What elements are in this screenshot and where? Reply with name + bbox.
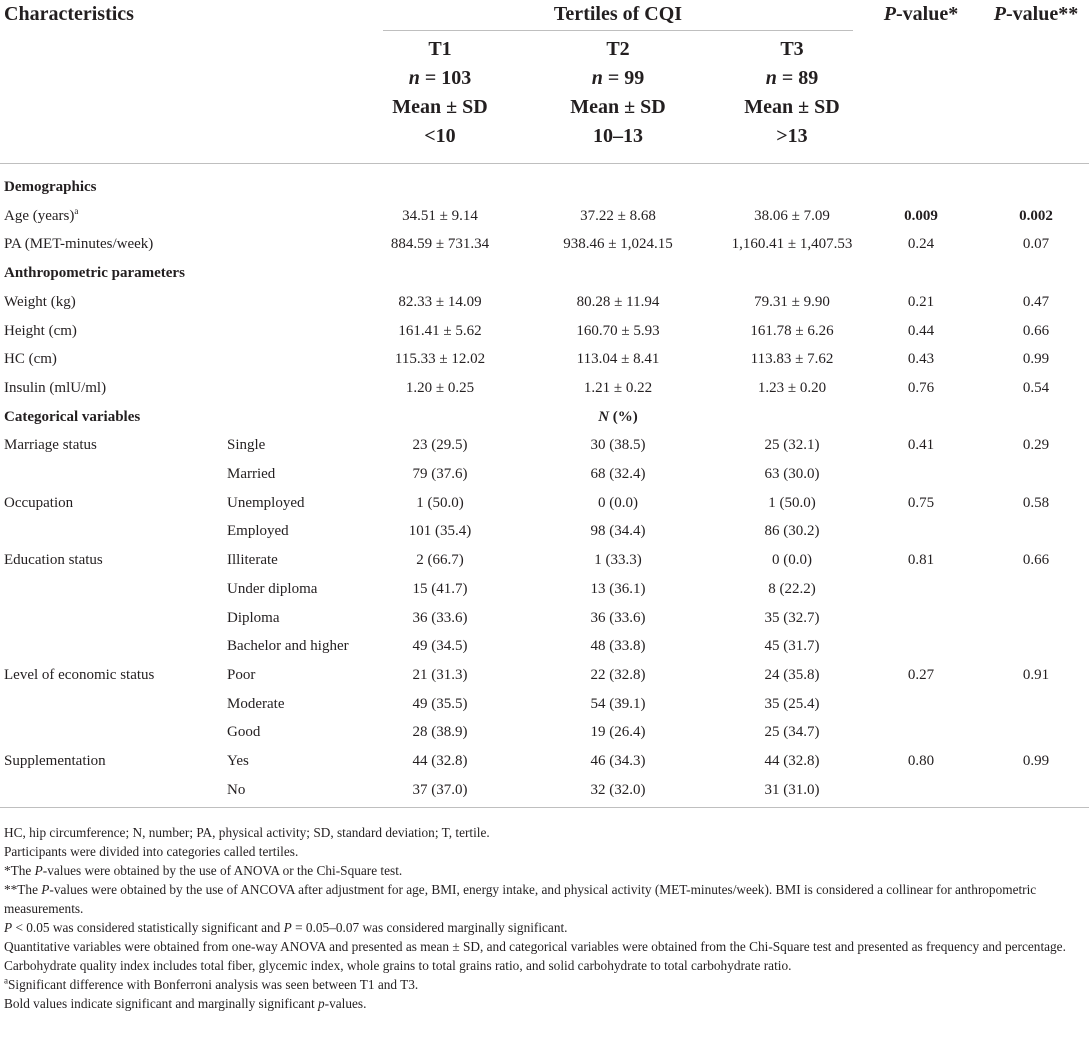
cell-pvalue-2: 0.99 xyxy=(1022,753,1050,769)
cell-t1: 49 (35.5) xyxy=(412,695,468,712)
cell-t2: 22 (32.8) xyxy=(590,666,646,683)
cell-t1: 36 (33.6) xyxy=(412,609,468,626)
cell-t3: 31 (31.0) xyxy=(764,781,820,798)
cell-t3: 8 (22.2) xyxy=(768,580,816,597)
cell-t1: 82.33 ± 14.09 xyxy=(398,293,482,310)
cell-t3: 1,160.41 ± 1,407.53 xyxy=(731,236,853,253)
row-label: Level of economic status xyxy=(4,666,155,683)
header-tertiles-title: Tertiles of CQI xyxy=(553,3,683,25)
cell-t1: 34.51 ± 9.14 xyxy=(402,207,478,224)
row-sublabel: Poor xyxy=(227,666,256,683)
cell-t3: 38.06 ± 7.09 xyxy=(754,207,830,224)
row-sublabel: Employed xyxy=(227,523,289,540)
group-name: T2 xyxy=(606,38,630,60)
cell-t1: 37 (37.0) xyxy=(412,781,468,798)
table-row xyxy=(0,431,1091,460)
row-sublabel: Illiterate xyxy=(227,552,278,569)
footnote: Quantitative variables were obtained from one-way ANOVA and presented as mean ± SD, and categorical variables were obtained from the Chi-Square test and presented as frequency and percentage. xyxy=(4,939,1066,954)
cell-t1: 21 (31.3) xyxy=(412,666,468,683)
cell-t3: 44 (32.8) xyxy=(764,753,820,769)
row-sublabel: Single xyxy=(227,437,266,454)
cell-t3: 25 (34.7) xyxy=(764,724,820,741)
group-name: T1 xyxy=(428,38,452,60)
cell-t2: 1 (33.3) xyxy=(594,552,642,569)
section-label: Categorical variables xyxy=(4,408,141,425)
cell-t2: 54 (39.1) xyxy=(590,695,646,712)
table-row xyxy=(0,575,1091,604)
row-sublabel: Married xyxy=(227,466,276,482)
cell-t3: 86 (30.2) xyxy=(764,523,820,540)
cell-pvalue-1: 0.76 xyxy=(907,379,935,396)
cell-t2: 160.70 ± 5.93 xyxy=(576,322,660,339)
section-label: Demographics xyxy=(4,179,97,195)
cell-pvalue-1: 0.43 xyxy=(907,351,935,368)
cell-pvalue-2: 0.66 xyxy=(1022,322,1050,339)
cell-pvalue-2: 0.58 xyxy=(1022,494,1050,511)
cell-pvalue-1: 0.80 xyxy=(907,753,935,769)
cell-t3: 0 (0.0) xyxy=(772,552,812,569)
cell-pvalue-1: 0.21 xyxy=(907,293,935,310)
footnote: **The P-values were obtained by the use of ANCOVA after adjustment for age, BMI, energy intake, and physical activity (MET-minutes/week). BMI is considered a collinear for anthropometric measurements. xyxy=(4,882,1037,916)
cell-t2: 1.21 ± 0.22 xyxy=(583,379,653,396)
footnote: HC, hip circumference; N, number; PA, physical activity; SD, standard deviation; T, tertile. xyxy=(4,825,490,840)
section-row xyxy=(0,259,1091,288)
footnote: Bold values indicate significant and marginally significant p-values. xyxy=(4,996,367,1011)
cell-pvalue-2: 0.66 xyxy=(1022,552,1050,569)
footnote: Carbohydrate quality index includes total fiber, glycemic index, whole grains to total grains ratio, and solid carbohydrate to total carbohydrate ratio. xyxy=(4,958,792,973)
group-range: >13 xyxy=(776,125,808,147)
cell-t1: 1 (50.0) xyxy=(416,494,464,511)
table-row xyxy=(0,517,1091,546)
row-sublabel: Bachelor and higher xyxy=(227,638,349,655)
footnotes xyxy=(4,823,1087,1013)
cell-t3: 161.78 ± 6.26 xyxy=(750,322,834,339)
row-sublabel: Yes xyxy=(227,753,249,769)
cell-t3: 35 (25.4) xyxy=(764,695,820,712)
row-sublabel: Good xyxy=(227,724,261,741)
cell-pvalue-2: 0.91 xyxy=(1022,666,1050,683)
row-sublabel: No xyxy=(227,781,246,798)
table-row xyxy=(0,288,1091,317)
row-sublabel: Moderate xyxy=(227,695,285,712)
cell-t1: 1.20 ± 0.25 xyxy=(405,379,475,396)
cell-t3: 25 (32.1) xyxy=(764,437,820,454)
cell-t2: 938.46 ± 1,024.15 xyxy=(563,236,673,253)
cell-pvalue-2: 0.07 xyxy=(1022,236,1050,253)
section-unit-label: N (%) xyxy=(598,408,638,425)
row-label: Age (years)$^a$ xyxy=(4,205,79,224)
row-label: Insulin (mlU/ml) xyxy=(4,379,107,396)
row-label: Marriage status xyxy=(4,437,97,454)
table-row xyxy=(0,546,1091,575)
row-label: PA (MET-minutes/week) xyxy=(4,236,154,253)
cell-t2: 37.22 ± 8.68 xyxy=(580,207,656,224)
group-stat: Mean ± SD xyxy=(744,96,840,118)
cell-t2: 19 (26.4) xyxy=(590,724,646,741)
group-header-t2 xyxy=(570,35,665,151)
cell-t2: 46 (34.3) xyxy=(590,753,646,769)
cell-t3: 35 (32.7) xyxy=(764,609,820,626)
row-sublabel: Unemployed xyxy=(227,494,305,511)
table-row xyxy=(0,718,1091,747)
group-n: n = 103 xyxy=(408,67,472,89)
cell-t1: 79 (37.6) xyxy=(412,466,468,482)
tertiles-underline xyxy=(383,30,853,31)
cell-t3: 113.83 ± 7.62 xyxy=(750,351,834,368)
cell-t1: 161.41 ± 5.62 xyxy=(398,322,482,339)
header-pvalue-1: P-value* xyxy=(883,3,959,25)
cell-t3: 45 (31.7) xyxy=(764,638,820,655)
cell-t2: 0 (0.0) xyxy=(598,494,638,511)
cell-t1: 884.59 ± 731.34 xyxy=(390,236,490,253)
table-row xyxy=(0,690,1091,719)
cell-t3: 1.23 ± 0.20 xyxy=(757,379,827,396)
cell-t2: 48 (33.8) xyxy=(590,638,646,655)
group-n: n = 89 xyxy=(765,67,819,89)
table-row xyxy=(0,230,1091,259)
cell-t2: 30 (38.5) xyxy=(590,437,646,454)
cell-t1: 23 (29.5) xyxy=(412,437,468,454)
table-row xyxy=(0,317,1091,346)
cell-t2: 113.04 ± 8.41 xyxy=(576,351,660,368)
cell-t3: 24 (35.8) xyxy=(764,666,820,683)
table-row xyxy=(0,202,1091,231)
cell-t2: 68 (32.4) xyxy=(590,466,646,482)
cell-t3: 1 (50.0) xyxy=(768,494,816,511)
cell-t2: 98 (34.4) xyxy=(590,523,646,540)
cell-pvalue-2: 0.002 xyxy=(1019,207,1053,224)
table-row xyxy=(0,374,1091,403)
table-row xyxy=(0,489,1091,518)
cell-t1: 115.33 ± 12.02 xyxy=(394,351,486,368)
row-sublabel: Diploma xyxy=(227,609,280,626)
cell-t1: 15 (41.7) xyxy=(412,580,468,597)
cell-t1: 28 (38.9) xyxy=(412,724,468,741)
row-label: Height (cm) xyxy=(4,322,77,339)
row-label: Supplementation xyxy=(4,753,106,769)
table-row xyxy=(0,776,1091,805)
cell-pvalue-2: 0.47 xyxy=(1022,293,1050,310)
group-header-t3 xyxy=(744,35,839,151)
cell-pvalue-1: 0.44 xyxy=(907,322,935,339)
section-row xyxy=(0,403,1091,432)
header-rule xyxy=(0,163,1089,164)
cell-pvalue-1: 0.81 xyxy=(907,552,935,569)
group-stat: Mean ± SD xyxy=(392,96,488,118)
cell-t2: 13 (36.1) xyxy=(590,580,646,597)
row-label: Education status xyxy=(4,552,103,569)
section-label: Anthropometric parameters xyxy=(4,265,185,282)
group-range: <10 xyxy=(424,125,456,147)
cell-t3: 79.31 ± 9.90 xyxy=(754,293,830,310)
row-label: Occupation xyxy=(4,494,74,511)
header-characteristics: Characteristics xyxy=(4,3,134,25)
group-n: n = 99 xyxy=(591,67,645,89)
footnote: P < 0.05 was considered statistically significant and P = 0.05–0.07 was considered marginally significant. xyxy=(4,920,568,935)
cell-t1: 101 (35.4) xyxy=(408,523,472,540)
table-row xyxy=(0,345,1091,374)
group-range: 10–13 xyxy=(592,125,643,147)
table-row xyxy=(0,604,1091,633)
table-row xyxy=(0,460,1091,489)
bottom-rule xyxy=(0,807,1089,808)
table-row xyxy=(0,632,1091,661)
cell-t1: 49 (34.5) xyxy=(412,638,468,655)
cell-pvalue-1: 0.41 xyxy=(907,437,935,454)
cell-t3: 63 (30.0) xyxy=(764,466,820,482)
cell-pvalue-2: 0.99 xyxy=(1022,351,1050,368)
group-name: T3 xyxy=(780,38,804,60)
cell-pvalue-2: 0.54 xyxy=(1022,379,1050,396)
cell-t2: 36 (33.6) xyxy=(590,609,646,626)
row-label: HC (cm) xyxy=(4,351,57,368)
cell-t2: 32 (32.0) xyxy=(590,781,646,798)
footnote: *The P-values were obtained by the use of ANOVA or the Chi-Square test. xyxy=(4,863,403,878)
cell-pvalue-1: 0.009 xyxy=(904,207,938,224)
header-pvalue-2: P-value** xyxy=(993,3,1079,25)
cell-pvalue-1: 0.75 xyxy=(907,494,935,511)
table-row xyxy=(0,747,1091,776)
footnote: $^a$Significant difference with Bonferroni analysis was seen between T1 and T3. xyxy=(4,975,419,992)
row-label: Weight (kg) xyxy=(4,293,76,310)
cell-t2: 80.28 ± 11.94 xyxy=(576,293,660,310)
footnote: Participants were divided into categories called tertiles. xyxy=(4,844,299,859)
cell-pvalue-1: 0.24 xyxy=(907,236,935,253)
table-row xyxy=(0,661,1091,690)
group-stat: Mean ± SD xyxy=(570,96,666,118)
section-row xyxy=(0,173,1091,202)
cell-pvalue-2: 0.29 xyxy=(1022,437,1050,454)
group-header-t1 xyxy=(392,35,487,151)
cell-t1: 44 (32.8) xyxy=(412,753,468,769)
cell-pvalue-1: 0.27 xyxy=(907,666,935,683)
cell-t1: 2 (66.7) xyxy=(416,552,464,569)
row-sublabel: Under diploma xyxy=(227,580,318,597)
